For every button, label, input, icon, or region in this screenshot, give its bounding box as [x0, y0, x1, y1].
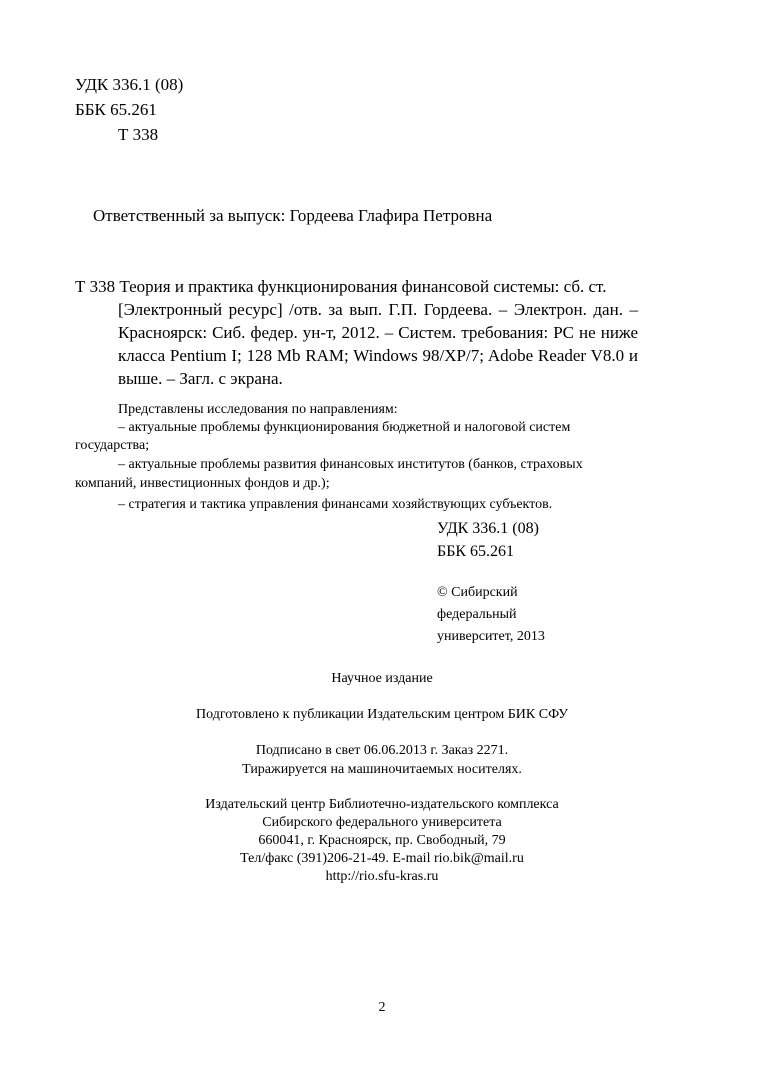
publisher-university: Сибирского федерального университета — [262, 815, 502, 830]
publisher-contacts: Тел/факс (391)206-21-49. E-mail rio.bik@mail.ru — [240, 851, 524, 866]
bib-line-3: Красноярск: Сиб. федер. ун-т, 2012. – Систем. требования: PC не ниже — [118, 323, 638, 342]
classification-udk: УДК 336.1 (08) — [437, 520, 539, 537]
bib-line-4: класса Pentium I; 128 Mb RAM; Windows 98/XP/7; Adobe Reader V8.0 и — [118, 346, 638, 365]
abstract-intro: Представлены исследования по направлениям: — [118, 402, 398, 417]
publisher-name: Издательский центр Библиотечно-издательского комплекса — [205, 797, 559, 812]
bibliographic-continuation — [118, 298, 638, 390]
page-number: 2 — [378, 1000, 386, 1015]
abstract-item-1: – актуальные проблемы функционирования бюджетной и налоговой систем — [118, 420, 571, 435]
prepared-for-publication: Подготовлено к публикации Издательским центром БИК СФУ — [196, 707, 568, 722]
copyright-line-3: университет, 2013 — [437, 629, 545, 644]
abstract-item-1-cont: государства; — [75, 438, 150, 453]
copyright-line-2: федеральный — [437, 607, 517, 622]
edition-type: Научное издание — [331, 671, 433, 686]
abstract-item-2: – актуальные проблемы развития финансовых институтов (банков, страховых — [118, 457, 583, 472]
responsible-editor: Ответственный за выпуск: Гордеева Глафира Петровна — [93, 206, 493, 225]
publisher-address: 660041, г. Красноярск, пр. Свободный, 79 — [258, 833, 506, 848]
header-code: Т 338 — [118, 125, 159, 144]
bibliographic-description — [75, 275, 637, 298]
abstract-item-3: – стратегия и тактика управления финансами хозяйствующих субъектов. — [118, 497, 553, 512]
classification-bbk: ББК 65.261 — [437, 543, 515, 560]
abstract-item-2-cont: компаний, инвестиционных фондов и др.); — [75, 476, 330, 491]
publisher-url: http://rio.sfu-kras.ru — [325, 869, 439, 884]
replication-note: Тиражируется на машиночитаемых носителях. — [242, 762, 522, 777]
signed-date: Подписано в свет 06.06.2013 г. Заказ 2271. — [255, 743, 509, 758]
bib-line-1: Т 338 Теория и практика функционирования финансовой системы: сб. ст. — [75, 277, 607, 296]
header-udk: УДК 336.1 (08) — [75, 75, 184, 94]
bib-line-5: выше. – Загл. с экрана. — [118, 369, 283, 388]
header-bbk: ББК 65.261 — [75, 100, 157, 119]
copyright-line-1: © Сибирский — [437, 585, 518, 600]
bib-line-2: [Электронный ресурс] /отв. за вып. Г.П. Гордеева. – Электрон. дан. – — [118, 300, 638, 319]
